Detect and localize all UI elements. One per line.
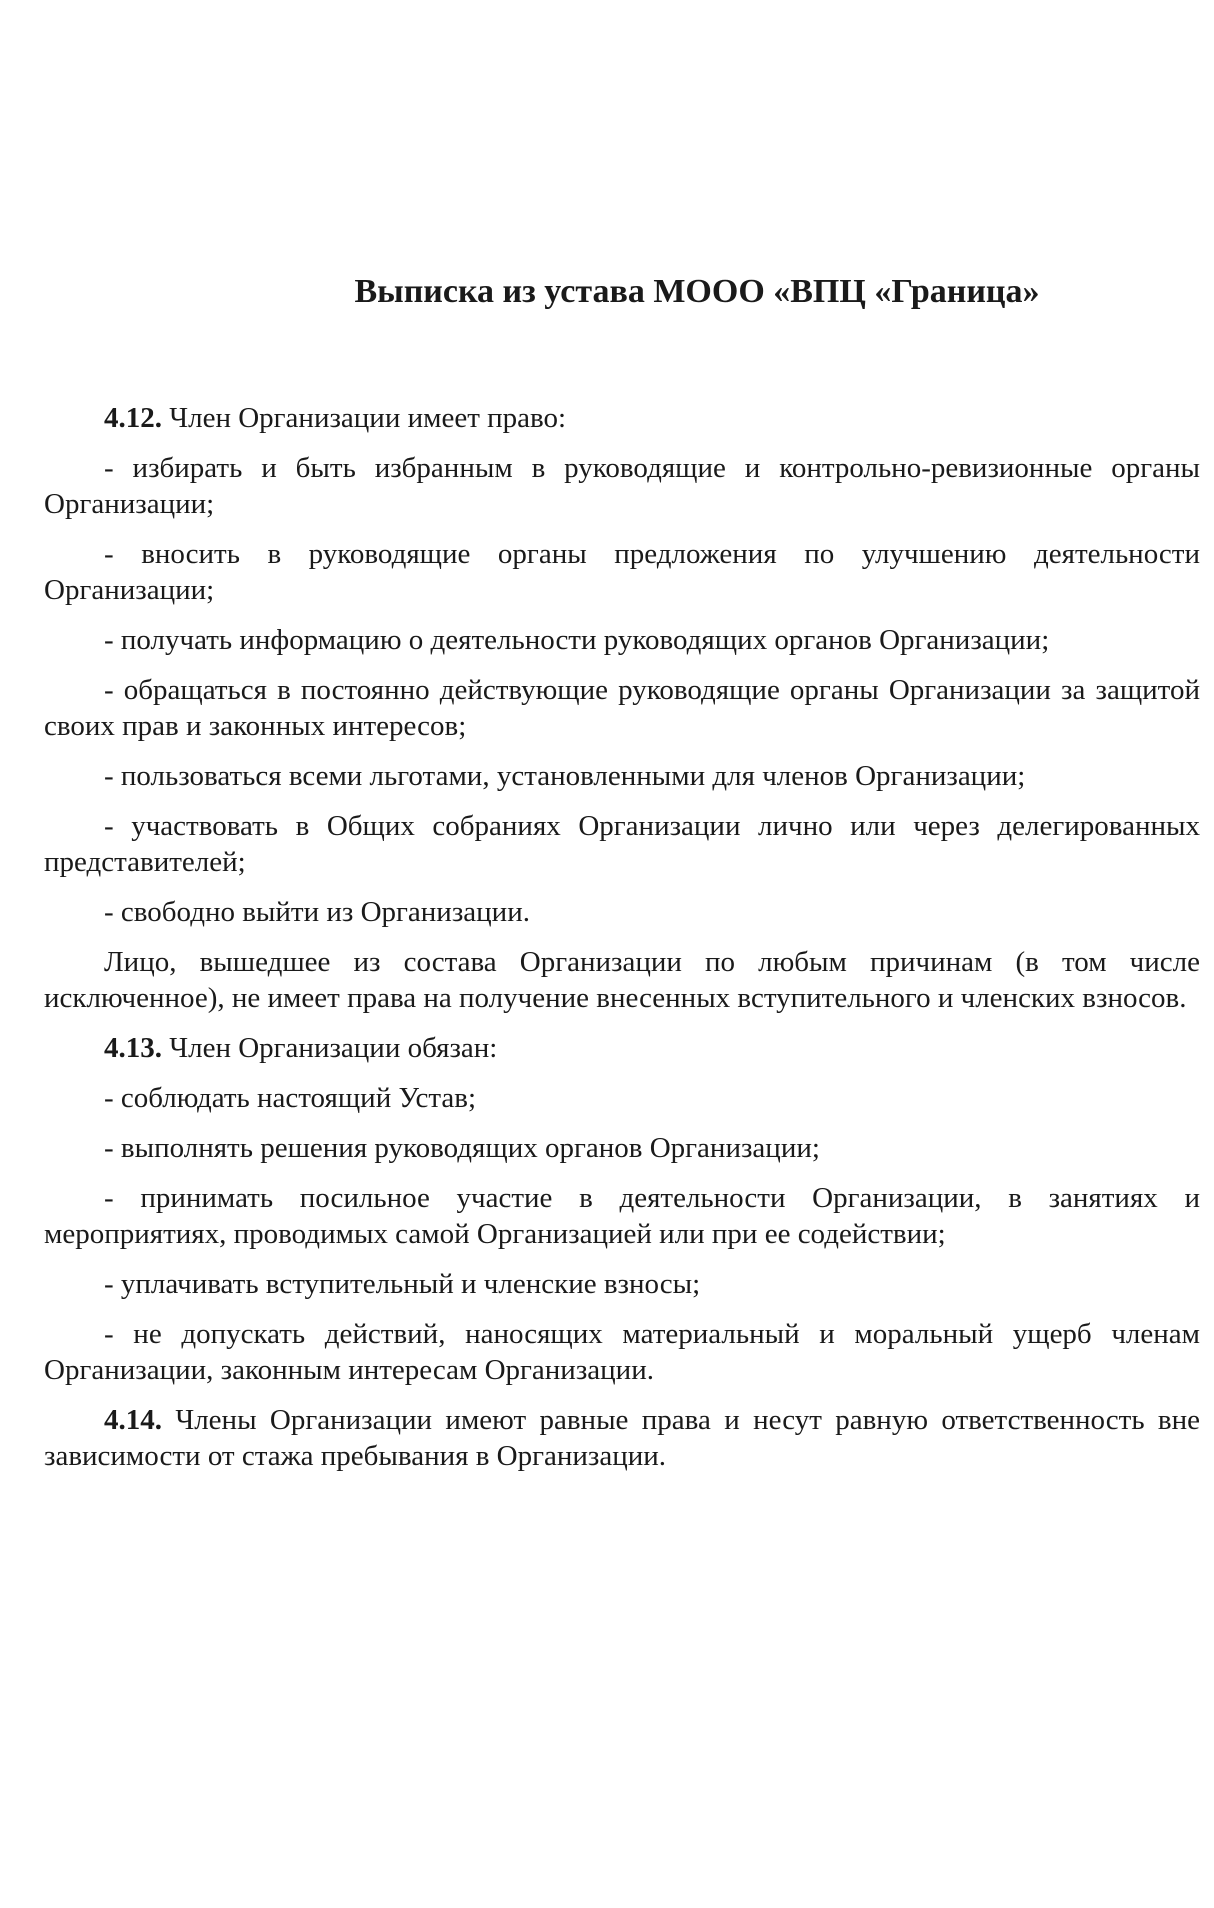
section-4-14-heading [44,1402,1200,1474]
list-item: - соблюдать настоящий Устав; [104,1082,477,1114]
section-4-12-heading [44,400,1200,436]
section-4-13-heading [44,1030,1200,1066]
list-item: - вносить в руководящие органы предложения по улучшению деятельности Организации; [44,538,1200,606]
document-title: Выписка из устава МООО «ВПЦ «Граница» [354,273,1040,310]
list-item: - обращаться в постоянно действующие руководящие органы Организации за защитой своих прав и законных интересов; [44,674,1200,742]
section-heading-text: Члены Организации имеют равные права и несут равную ответственность вне зависимости от стажа пребывания в Организации. [44,1404,1200,1472]
section-number: 4.14. [104,1404,162,1436]
section-number: 4.13. [104,1032,162,1064]
list-item: - пользоваться всеми льготами, установленными для членов Организации; [104,760,1026,792]
list-item: Лицо, вышедшее из состава Организации по любым причинам (в том числе исключенное), не имеет права на получение внесенных вступительного и членских взносов. [44,946,1200,1014]
section-heading-text: Член Организации имеет право: [162,402,567,434]
list-item: - свободно выйти из Организации. [104,896,530,928]
section-number: 4.12. [104,402,162,434]
list-item: - не допускать действий, наносящих материальный и моральный ущерб членам Организации, законным интересам Организации. [44,1318,1200,1386]
list-item: - принимать посильное участие в деятельности Организации, в занятиях и мероприятиях, проводимых самой Организацией или при ее содействии; [44,1182,1200,1250]
section-heading-text: Член Организации обязан: [162,1032,498,1064]
list-item: - избирать и быть избранным в руководящие и контрольно-ревизионные органы Организации; [44,452,1200,520]
list-item: - участвовать в Общих собраниях Организации лично или через делегированных представителей; [44,810,1200,878]
document-body [44,400,1200,1488]
list-item: - получать информацию о деятельности руководящих органов Организации; [104,624,1050,656]
list-item: - выполнять решения руководящих органов Организации; [104,1132,820,1164]
list-item: - уплачивать вступительный и членские взносы; [104,1268,701,1300]
